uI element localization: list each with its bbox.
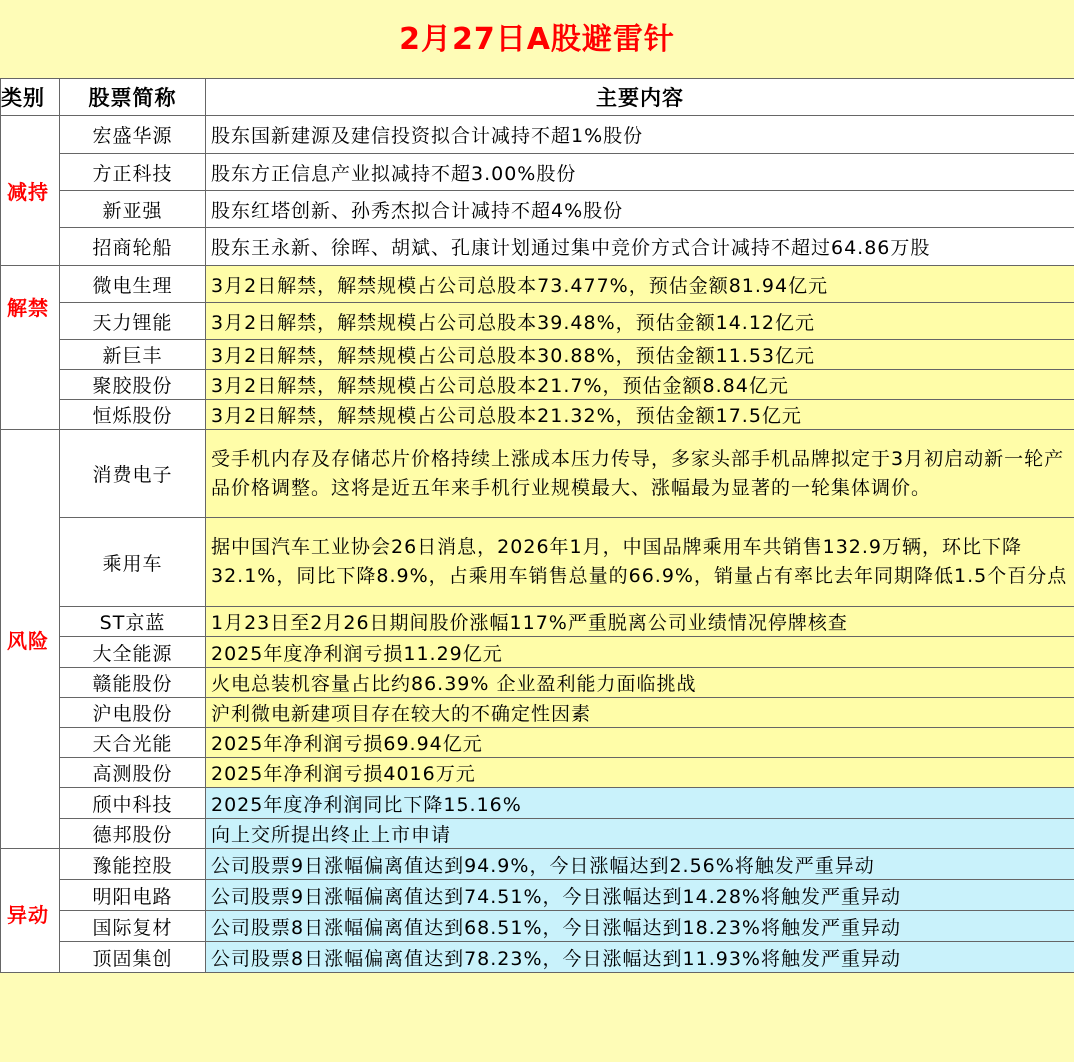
stock-content: 股东王永新、徐晖、胡斌、孔康计划通过集中竞价方式合计减持不超过64.86万股 <box>206 228 1074 266</box>
stock-warning-table <box>0 78 1074 973</box>
table-row <box>1 607 1074 637</box>
stock-content: 3月2日解禁，解禁规模占公司总股本21.7%，预估金额8.84亿元 <box>206 370 1074 400</box>
table-row <box>1 819 1074 849</box>
stock-content: 据中国汽车工业协会26日消息，2026年1月，中国品牌乘用车共销售132.9万辆，环比下降32.1%，同比下降8.9%，占乘用车销售总量的66.9%，销量占有率比去年同期降低1.5个百分点 <box>206 518 1074 607</box>
stock-name: 天力锂能 <box>60 303 206 340</box>
stock-name: 豫能控股 <box>60 849 206 880</box>
stock-content: 股东红塔创新、孙秀杰拟合计减持不超4%股份 <box>206 191 1074 228</box>
table-row <box>1 758 1074 788</box>
table-row <box>1 400 1074 430</box>
stock-name: 招商轮船 <box>60 228 206 266</box>
table-row <box>1 266 1074 303</box>
stock-content: 公司股票8日涨幅偏离值达到78.23%，今日涨幅达到11.93%将触发严重异动 <box>206 942 1074 973</box>
stock-name: 恒烁股份 <box>60 400 206 430</box>
stock-content: 股东方正信息产业拟减持不超3.00%股份 <box>206 154 1074 191</box>
table-row <box>1 942 1074 973</box>
stock-name: 明阳电路 <box>60 880 206 911</box>
stock-content: 3月2日解禁，解禁规模占公司总股本21.32%，预估金额17.5亿元 <box>206 400 1074 430</box>
table-row <box>1 698 1074 728</box>
stock-content: 公司股票9日涨幅偏离值达到74.51%，今日涨幅达到14.28%将触发严重异动 <box>206 880 1074 911</box>
stock-name: 大全能源 <box>60 637 206 668</box>
table-row <box>1 154 1074 191</box>
table-row <box>1 228 1074 266</box>
stock-name: 宏盛华源 <box>60 116 206 154</box>
table-row <box>1 430 1074 518</box>
table-row <box>1 849 1074 880</box>
table-row <box>1 637 1074 668</box>
header-name: 股票简称 <box>60 79 206 116</box>
stock-content: 股东国新建源及建信投资拟合计减持不超1%股份 <box>206 116 1074 154</box>
category-abnormal: 异动 <box>1 849 60 973</box>
stock-name: 乘用车 <box>60 518 206 607</box>
table-row <box>1 880 1074 911</box>
stock-content: 3月2日解禁，解禁规模占公司总股本73.477%，预估金额81.94亿元 <box>206 266 1074 303</box>
stock-name: 天合光能 <box>60 728 206 758</box>
stock-content: 向上交所提出终止上市申请 <box>206 819 1074 849</box>
table-row <box>1 668 1074 698</box>
stock-name: 赣能股份 <box>60 668 206 698</box>
stock-name: 新巨丰 <box>60 340 206 370</box>
header-content: 主要内容 <box>206 79 1074 116</box>
stock-content: 公司股票8日涨幅偏离值达到68.51%，今日涨幅达到18.23%将触发严重异动 <box>206 911 1074 942</box>
stock-content: 2025年度净利润同比下降15.16% <box>206 788 1074 819</box>
stock-content: 2025年度净利润亏损11.29亿元 <box>206 637 1074 668</box>
stock-content: 3月2日解禁，解禁规模占公司总股本39.48%，预估金额14.12亿元 <box>206 303 1074 340</box>
stock-name: 顶固集创 <box>60 942 206 973</box>
header-category: 类别 <box>1 79 60 116</box>
stock-content: 1月23日至2月26日期间股价涨幅117%严重脱离公司业绩情况停牌核查 <box>206 607 1074 637</box>
stock-name: 微电生理 <box>60 266 206 303</box>
stock-name: 德邦股份 <box>60 819 206 849</box>
stock-name: 国际复材 <box>60 911 206 942</box>
table-row <box>1 340 1074 370</box>
stock-name: ST京蓝 <box>60 607 206 637</box>
page-title: 2月27日A股避雷针 <box>399 22 675 57</box>
stock-name: 方正科技 <box>60 154 206 191</box>
category-unlock: 解禁 <box>1 266 60 430</box>
category-reduce: 减持 <box>1 116 60 266</box>
stock-content: 3月2日解禁，解禁规模占公司总股本30.88%，预估金额11.53亿元 <box>206 340 1074 370</box>
table-row <box>1 116 1074 154</box>
stock-content: 2025年净利润亏损4016万元 <box>206 758 1074 788</box>
stock-content: 沪利微电新建项目存在较大的不确定性因素 <box>206 698 1074 728</box>
stock-content: 火电总装机容量占比约86.39% 企业盈利能力面临挑战 <box>206 668 1074 698</box>
table-row <box>1 788 1074 819</box>
stock-name: 颀中科技 <box>60 788 206 819</box>
stock-content: 公司股票9日涨幅偏离值达到94.9%，今日涨幅达到2.56%将触发严重异动 <box>206 849 1074 880</box>
table-row <box>1 303 1074 340</box>
stock-name: 聚胶股份 <box>60 370 206 400</box>
table-header-row <box>1 79 1074 116</box>
table-row <box>1 911 1074 942</box>
category-risk: 风险 <box>1 430 60 849</box>
stock-name: 高测股份 <box>60 758 206 788</box>
stock-name: 消费电子 <box>60 430 206 518</box>
table-row <box>1 191 1074 228</box>
stock-name: 沪电股份 <box>60 698 206 728</box>
stock-content: 2025年净利润亏损69.94亿元 <box>206 728 1074 758</box>
table-row <box>1 728 1074 758</box>
stock-name: 新亚强 <box>60 191 206 228</box>
table-row <box>1 370 1074 400</box>
table-row <box>1 518 1074 607</box>
stock-content: 受手机内存及存储芯片价格持续上涨成本压力传导，多家头部手机品牌拟定于3月初启动新一轮产品价格调整。这将是近五年来手机行业规模最大、涨幅最为显著的一轮集体调价。 <box>206 430 1074 518</box>
